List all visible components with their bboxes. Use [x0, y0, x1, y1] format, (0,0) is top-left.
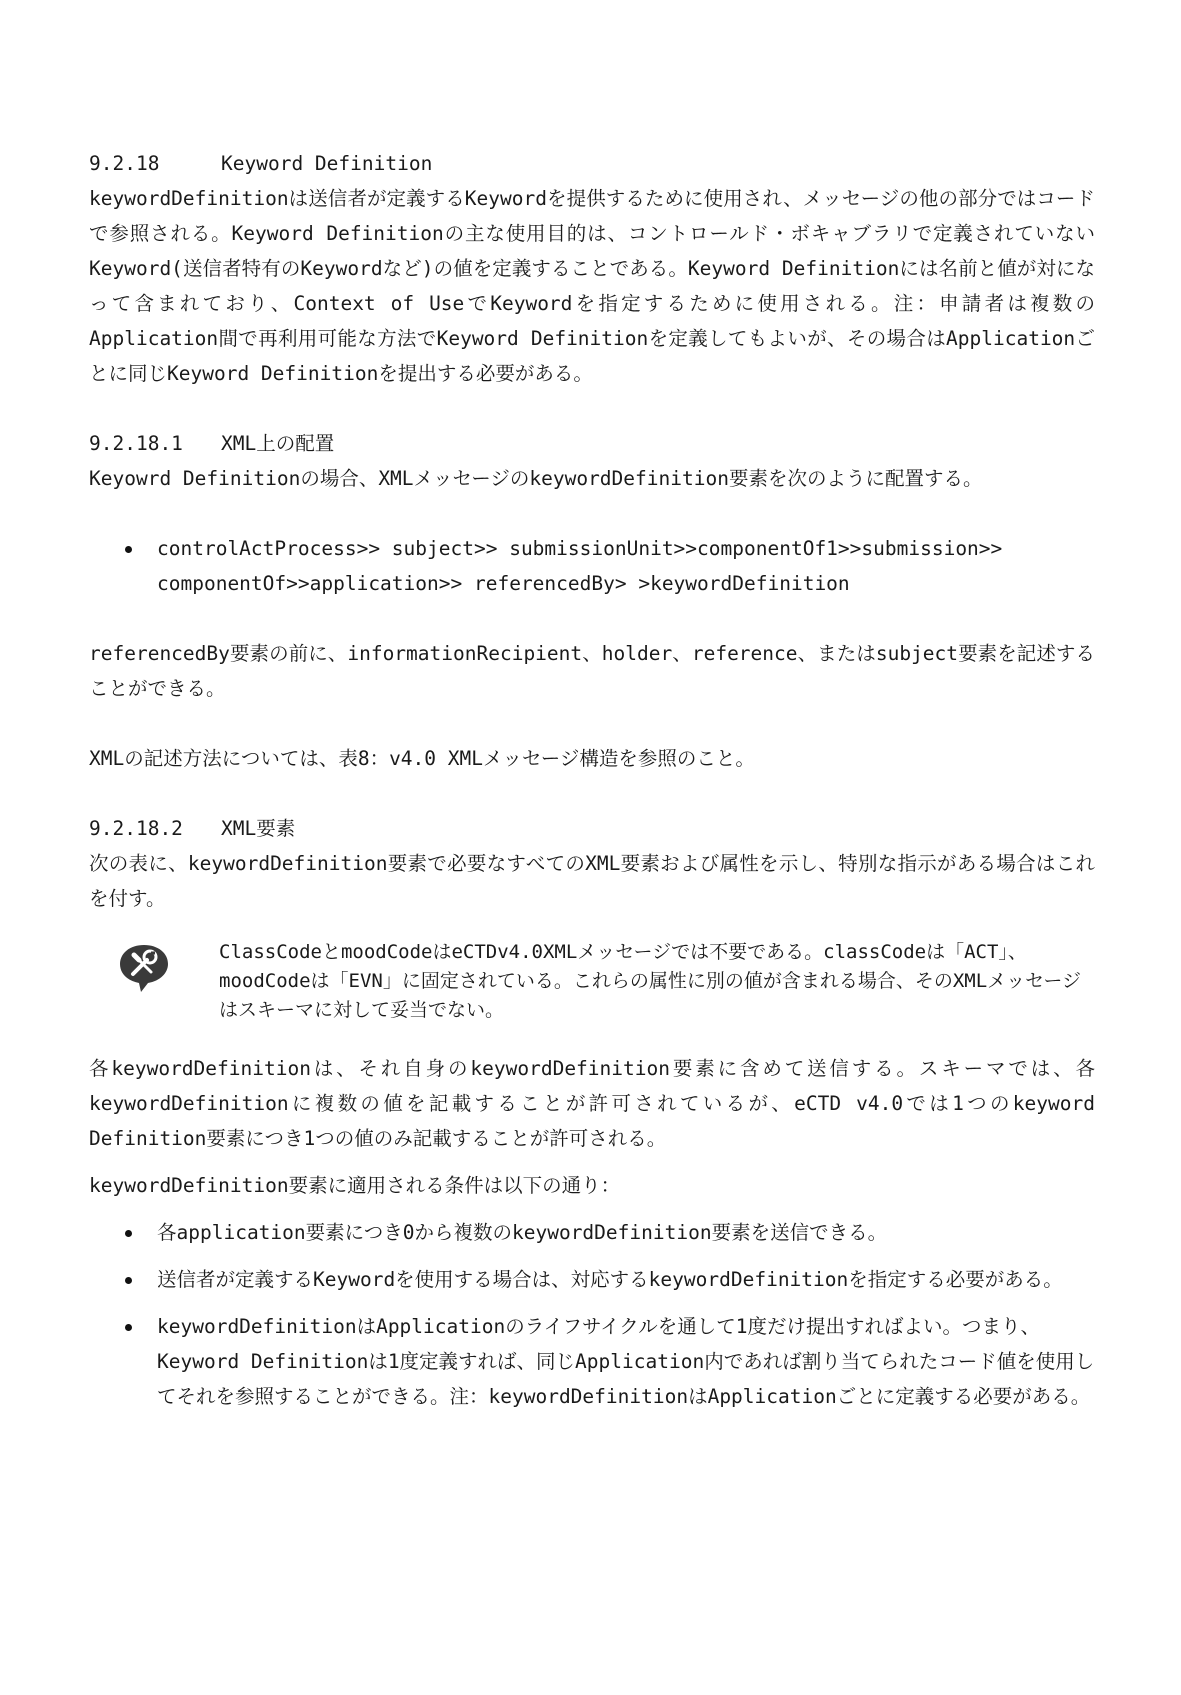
section-title: XML要素	[221, 817, 296, 840]
bullet-dot-icon	[125, 1230, 132, 1237]
list-item-text: 送信者が定義するKeywordを使用する場合は、対応するkeywordDefinitionを指定する必要がある。	[157, 1268, 1063, 1291]
list-item-text: 各application要素につき0から複数のkeywordDefinition要素を送信できる。	[157, 1221, 888, 1244]
document-page	[89, 146, 1095, 1426]
section-heading-9-2-18-2	[89, 811, 1095, 846]
note-text: ClassCodeとmoodCodeはeCTDv4.0XMLメッセージでは不要である。classCodeは「ACT」、moodCodeは「EVN」に固定されている。これらの属性に別の値が含まれる場合、そのXMLメッセージはスキーマに対して妥当でない。	[219, 941, 1082, 1021]
xml-path-line-2: componentOf>>application>> referencedBy> >keywordDefinition	[157, 572, 850, 595]
section-number: 9.2.18.2	[89, 817, 183, 840]
section-number: 9.2.18.1	[89, 432, 183, 455]
section-paragraph: keywordDefinitionは送信者が定義するKeywordを提供するために使用され、メッセージの他の部分ではコードで参照される。Keyword Definitionの主な使用目的は、コントロールド・ボキャブラリで定義されていないKeyword(送信者特有のKeywordなど)の値を定義することである。Keyword Definitionには名前と値が対になって含まれており、Context of UseでKeywordを指定するために使用される。注：申請者は複数のApplication間で再利用可能な方法でKeyword Definitionを定義してもよいが、その場合はApplicationごとに同じKeyword Definitionを提出する必要がある。	[89, 187, 1095, 385]
bullet-dot-icon	[125, 546, 132, 553]
list-item	[89, 531, 1095, 601]
section-paragraph: 次の表に、keywordDefinition要素で必要なすべてのXML要素および属性を示し、特別な指示がある場合はこれを付す。	[89, 852, 1095, 910]
section-paragraph: Keyowrd Definitionの場合、XMLメッセージのkeywordDefinition要素を次のように配置する。	[89, 467, 983, 490]
wrench-screwdriver-speech-bubble-icon	[117, 940, 171, 994]
xml-path-line-1: controlActProcess>> subject>> submissionUnit>>componentOf1>>submission>>	[157, 537, 1003, 560]
section-heading-9-2-18-1	[89, 426, 1095, 461]
section-paragraph: keywordDefinition要素に適用される条件は以下の通り：	[89, 1174, 621, 1197]
section-paragraph: 各keywordDefinitionは、それ自身のkeywordDefinition要素に含めて送信する。スキーマでは、各keywordDefinitionに複数の値を記載することが許可されているが、eCTD v4.0では1つのkeyword Definition要素につき1つの値のみ記載することが許可される。	[89, 1057, 1095, 1150]
note-box	[89, 938, 1095, 1025]
section-heading-9-2-18	[89, 146, 1095, 181]
xml-path-list	[89, 531, 1095, 601]
bullet-dot-icon	[125, 1277, 132, 1284]
list-item	[89, 1262, 1095, 1297]
bullet-dot-icon	[125, 1324, 132, 1331]
section-number: 9.2.18	[89, 152, 160, 175]
list-item	[89, 1215, 1095, 1250]
list-item	[89, 1309, 1095, 1414]
section-paragraph: referencedBy要素の前に、informationRecipient、holder、reference、またはsubject要素を記述することができる。	[89, 642, 1095, 700]
list-item-text: keywordDefinitionはApplicationのライフサイクルを通して1度だけ提出すればよい。つまり、Keyword Definitionは1度定義すれば、同じApplication内であれば割り当てられたコード値を使用してそれを参照することができる。注：keywordDefinitionはApplicationごとに定義する必要がある。	[157, 1315, 1095, 1408]
section-title: Keyword Definition	[221, 152, 433, 175]
condition-list	[89, 1215, 1095, 1414]
section-paragraph: XMLの記述方法については、表8：v4.0 XMLメッセージ構造を参照のこと。	[89, 747, 755, 770]
section-title: XML上の配置	[221, 432, 335, 455]
